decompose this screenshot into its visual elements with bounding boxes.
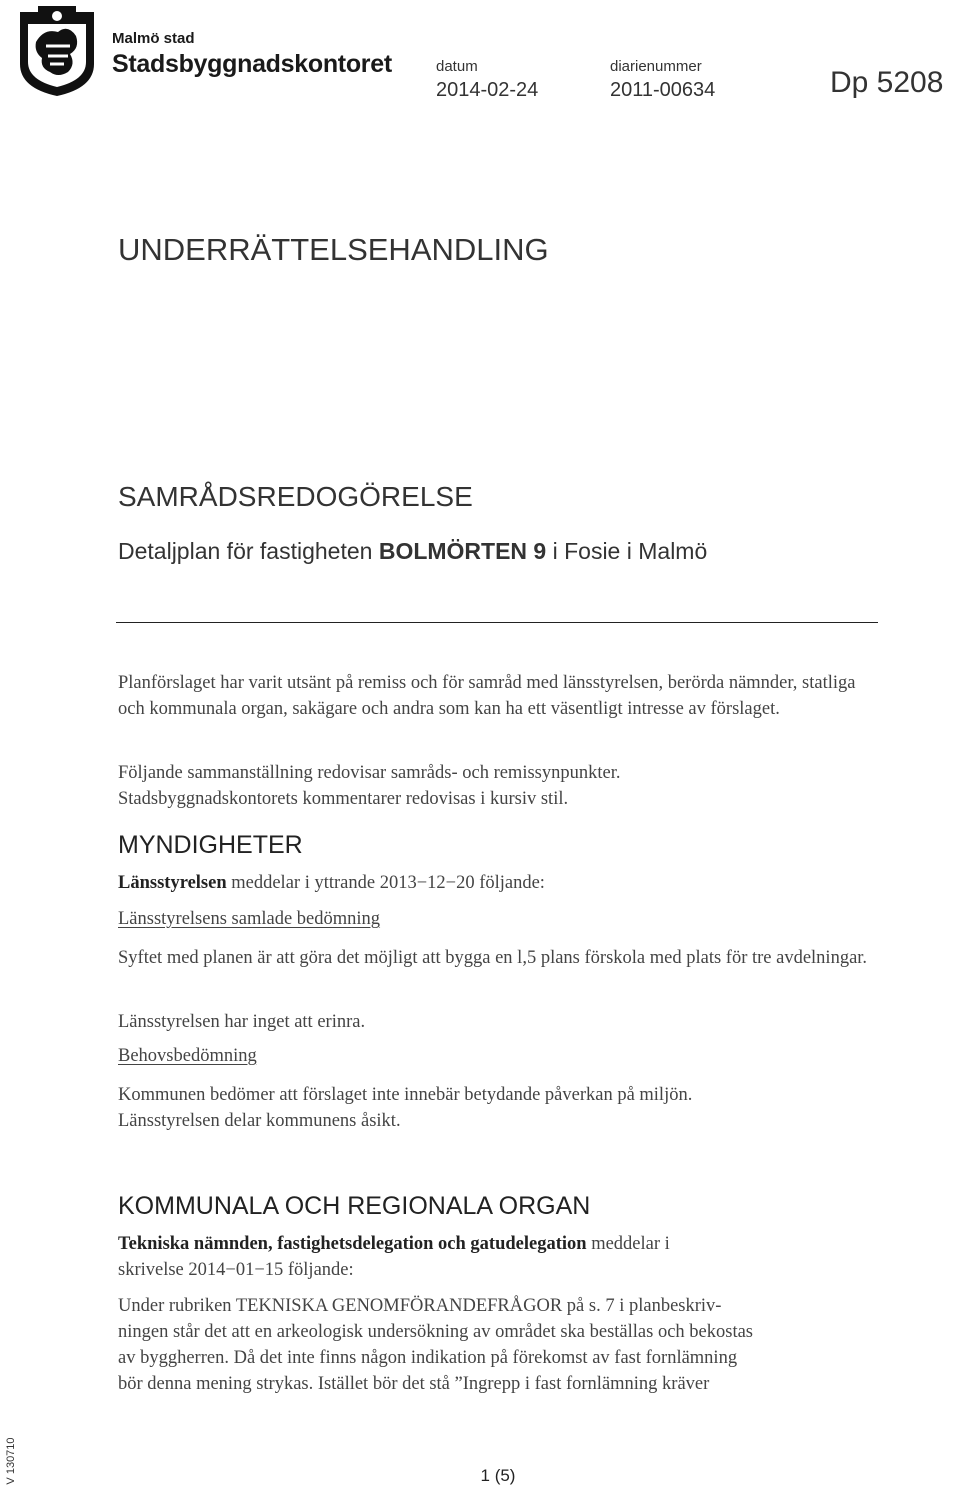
lansstyrelsen-intro [118,870,878,896]
page-number [0,1466,960,1486]
behov-line: Kommunen bedömer att förslaget inte innebär betydande påverkan på miljön. [118,1085,693,1105]
document-type-heading: UNDERRÄTTELSEHANDLING [118,232,549,267]
paragraph-line: av byggherren. Då det inte finns någon indikation på förekomst av fast fornlämning [118,1348,738,1368]
behov-line: Länsstyrelsen delar kommunens åsikt. [118,1111,401,1131]
authority-statement-cont: skrivelse 2014−01−15 följande: [118,1260,354,1280]
document-subtitle [118,538,707,565]
subtitle-property-name: BOLMÖRTEN 9 [378,538,547,564]
section-heading-myndigheter: MYNDIGHETER [118,831,303,859]
authority-name: Tekniska nämnden, fastighetsdelegation och gatudelegation [118,1234,587,1254]
syftet-paragraph: Syftet med planen är att göra det möjligt att bygga en l,5 plans förskola med plats för tre avdelningar. [118,948,868,968]
subtitle-suffix: i Fosie i Malmö [546,538,708,564]
form-code: V 130710 [5,1437,17,1485]
org-name-small: Malmö stad [112,30,195,47]
datum-value: 2014-02-24 [436,79,539,101]
subheading-samlade-bedomning: Länsstyrelsens samlade bedömning [118,909,381,929]
page-number-text: 1 (5) [480,1466,516,1485]
datum-label: datum [436,58,478,75]
subtitle-prefix: Detaljplan för fastigheten [118,538,379,564]
paragraph-line: bör denna mening strykas. Istället bör det stå ”Ingrepp i fast fornlämning kräver [118,1374,710,1394]
authority-statement: meddelar i [586,1234,670,1254]
diarienummer-value: 2011-00634 [610,79,716,101]
subheading-behovsbedomning: Behovsbedömning [118,1046,257,1066]
intro-line: Följande sammanställning redovisar samråds- och remissynpunkter. [118,763,621,783]
title-divider [116,622,878,623]
org-name-large: Stadsbyggnadskontoret [112,50,392,78]
tekniska-namnden-intro [118,1231,878,1283]
intro-paragraph: Planförslaget har varit utsänt på remiss och för samråd med länsstyrelsen, berörda nämnder, statliga och kommunala organ, sakägare och andra som kan ha ett väsentligt intresse av förslaget. [118,673,856,719]
malmo-city-crest-icon [14,2,100,98]
tekniska-genomforande-paragraph [118,1293,878,1397]
section-heading-kommunala-organ: KOMMUNALA OCH REGIONALA ORGAN [118,1192,591,1220]
authority-name: Länsstyrelsen [118,873,227,893]
intro-line: Stadsbyggnadskontorets kommentarer redovisas i kursiv stil. [118,789,569,809]
paragraph-line: ningen står det att en arkeologisk undersökning av området ska beställas och bekostas [118,1322,753,1342]
paragraph-line: Under rubriken TEKNISKA GENOMFÖRANDEFRÅGOR på s. 7 i planbeskriv- [118,1296,722,1316]
plan-reference: Dp 5208 [830,66,944,99]
authority-statement: meddelar i yttrande 2013−12−20 följande: [226,873,545,893]
erinra-paragraph: Länsstyrelsen har inget att erinra. [118,1012,366,1032]
document-title: SAMRÅDSREDOGÖRELSE [118,481,473,512]
intro-paragraph-2 [118,760,878,812]
behovsbedomning-paragraph [118,1082,878,1134]
diarienummer-label: diarienummer [610,58,702,75]
